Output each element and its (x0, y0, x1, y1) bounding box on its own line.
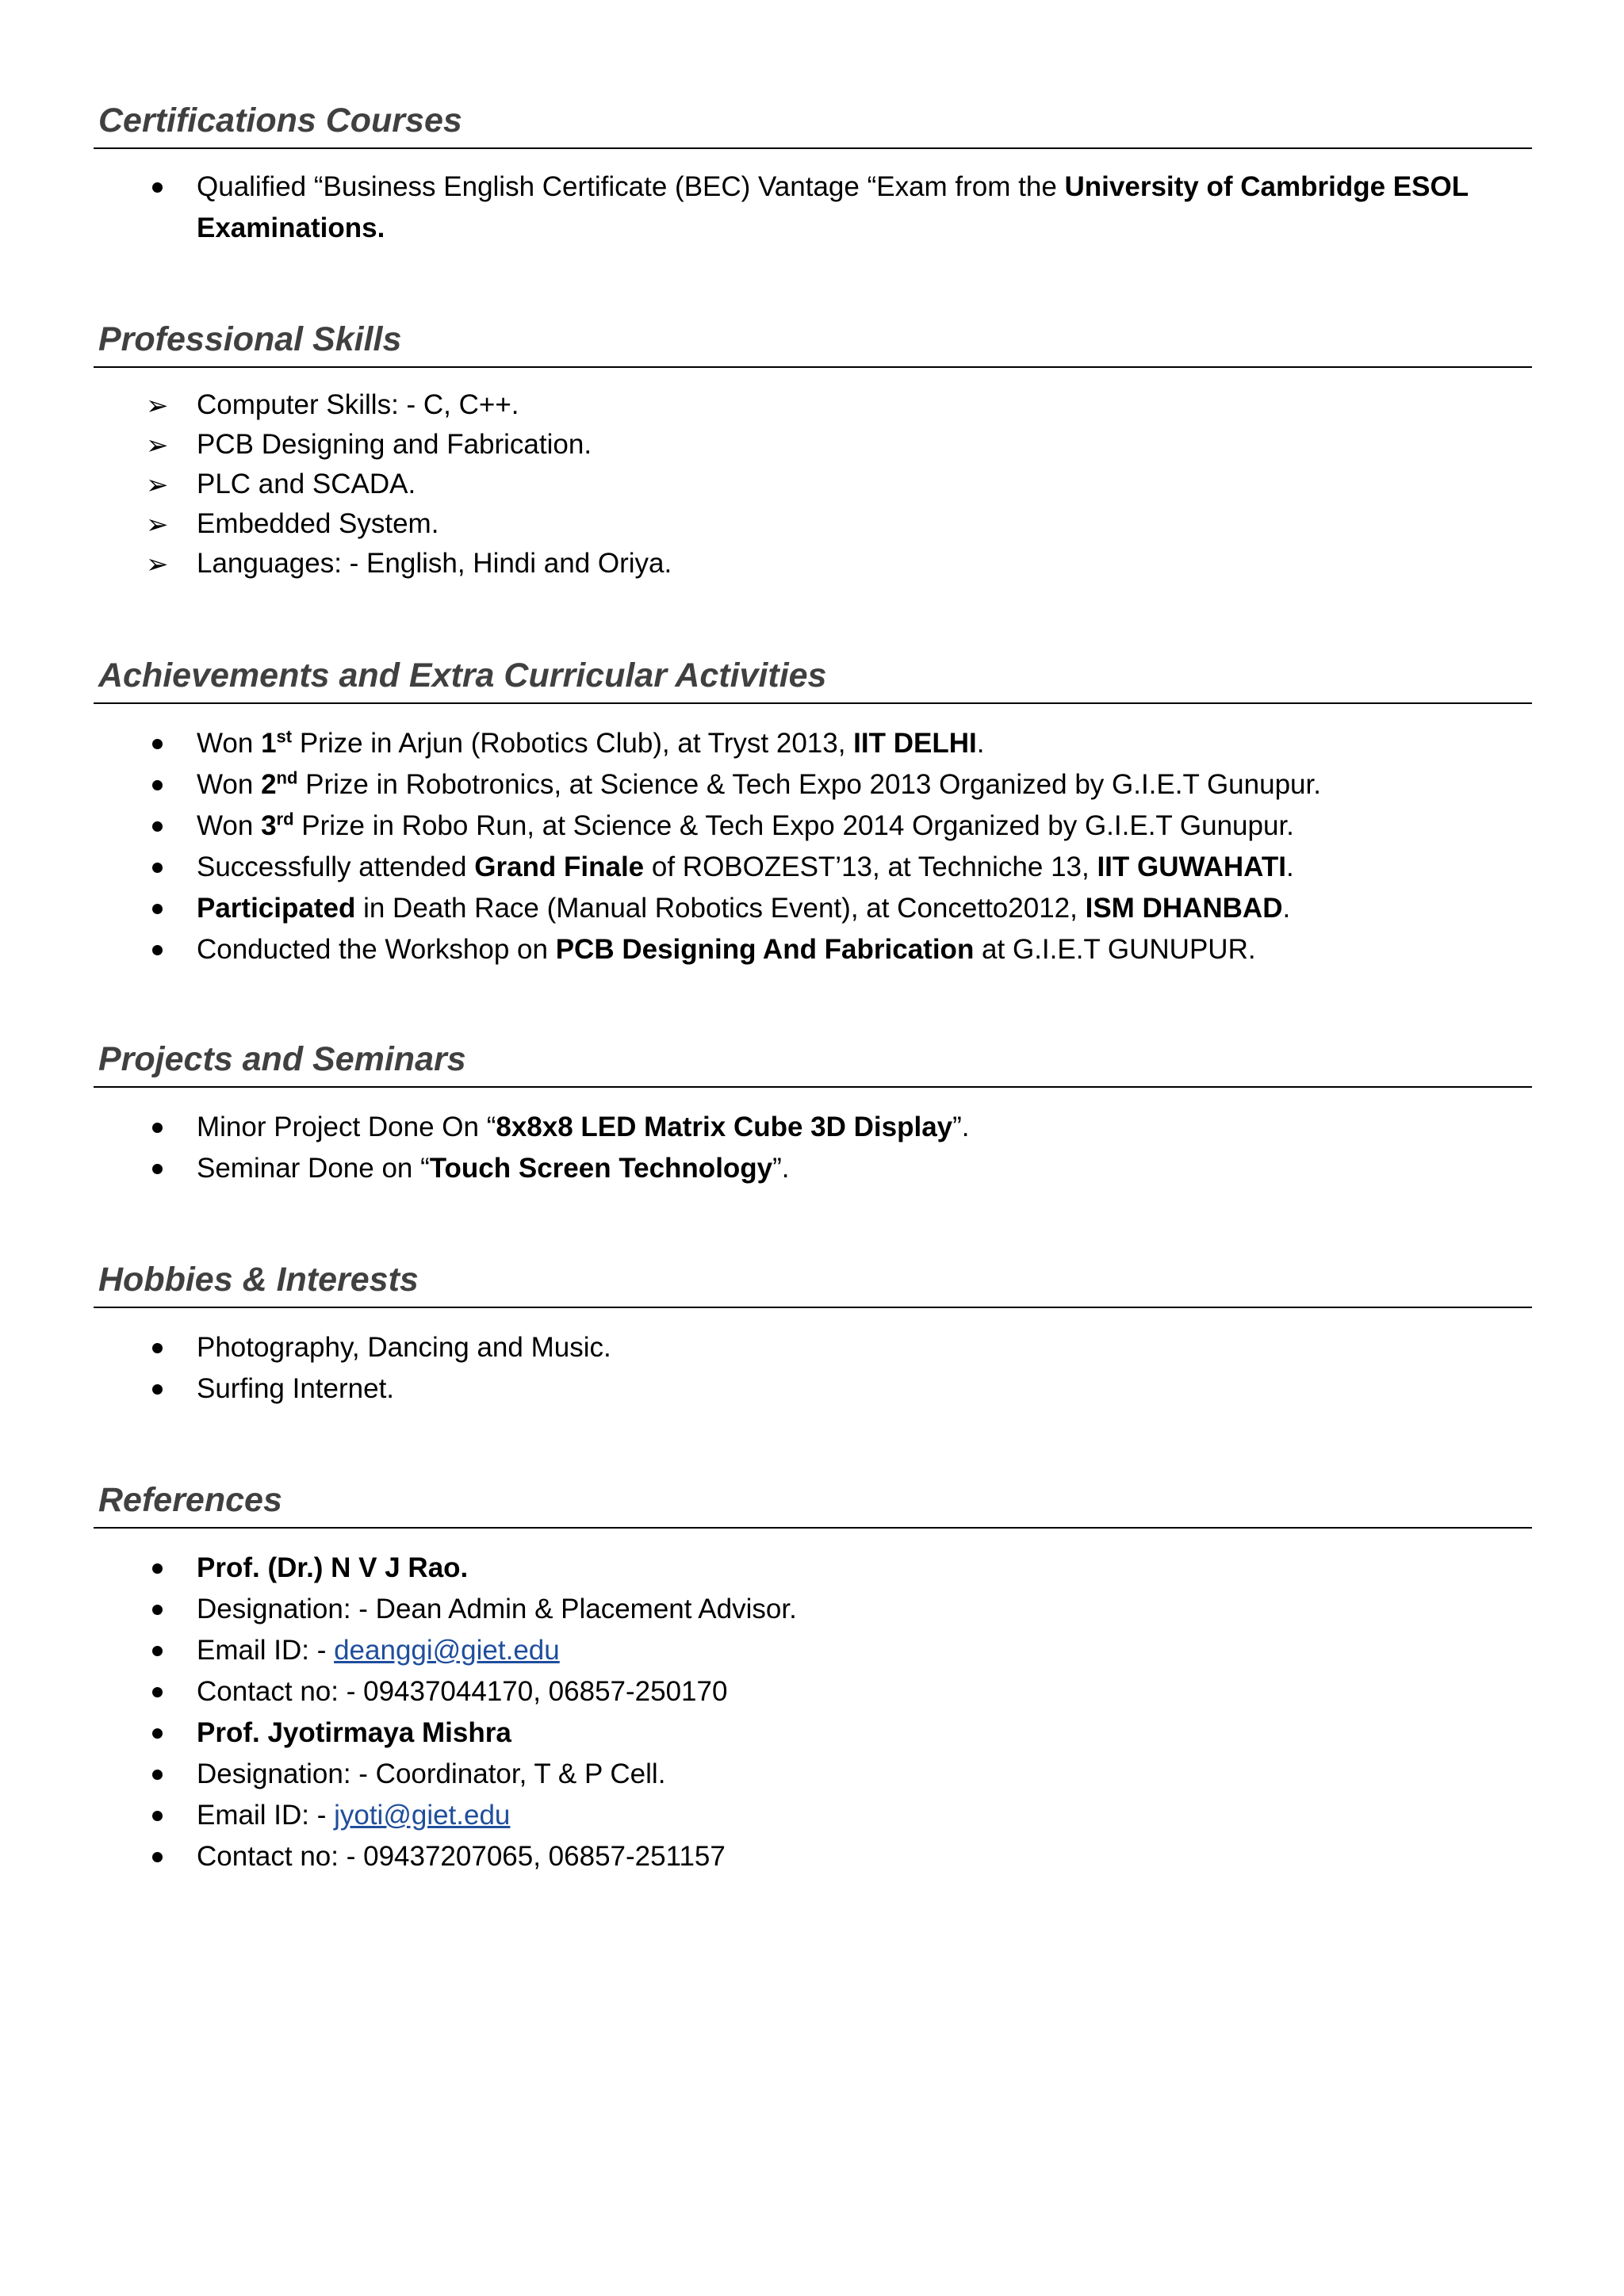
list-item: Won 1st Prize in Arjun (Robotics Club), at Tryst 2013, IIT DELHI. (94, 723, 1532, 764)
bullet-icon (152, 1343, 163, 1353)
section-divider (94, 1086, 1532, 1088)
arrow-bullet-icon: ➢ (146, 470, 169, 500)
section-heading: Achievements and Extra Curricular Activities (98, 656, 827, 695)
section-divider (94, 1527, 1532, 1529)
arrow-bullet-icon: ➢ (146, 510, 169, 540)
section-divider (94, 147, 1532, 149)
list-item: ➢ Languages: - English, Hindi and Oriya. (94, 544, 1532, 584)
list-item: Photography, Dancing and Music. (94, 1327, 1532, 1368)
list-item: Surfing Internet. (94, 1368, 1532, 1410)
bullet-icon (152, 1646, 163, 1656)
bullet-icon (152, 1384, 163, 1395)
section-heading: Professional Skills (98, 320, 402, 358)
hobbies-list (94, 1327, 1532, 1410)
section-divider (94, 1307, 1532, 1308)
certifications-list (94, 166, 1532, 249)
section-projects (94, 1037, 1532, 1189)
list-item: Email ID: - jyoti@giet.edu (94, 1795, 1532, 1836)
bullet-icon (152, 863, 163, 873)
bullet-icon (152, 182, 163, 193)
bullet-icon (152, 1164, 163, 1174)
bullet-icon (152, 945, 163, 955)
section-divider (94, 366, 1532, 368)
reference-name: Prof. (Dr.) N V J Rao. (94, 1548, 1532, 1589)
bullet-icon (152, 1811, 163, 1821)
arrow-bullet-icon: ➢ (146, 430, 169, 461)
bullet-icon (152, 1770, 163, 1780)
list-item: Contact no: - 09437044170, 06857-250170 (94, 1671, 1532, 1712)
list-item: Successfully attended Grand Finale of ROBOZEST’13, at Techniche 13, IIT GUWAHATI. (94, 847, 1532, 888)
list-item: Won 3rd Prize in Robo Run, at Science & Tech Expo 2014 Organized by G.I.E.T Gunupur. (94, 806, 1532, 847)
section-references (94, 1478, 1532, 1877)
bullet-icon (152, 1605, 163, 1615)
list-item: Email ID: - deanggi@giet.edu (94, 1630, 1532, 1671)
email-link[interactable]: jyoti@giet.edu (334, 1800, 511, 1831)
bullet-icon (152, 1123, 163, 1133)
list-item: ➢ Computer Skills: - C, C++. (94, 385, 1532, 425)
list-item: ➢ Embedded System. (94, 504, 1532, 544)
section-heading: Certifications Courses (98, 101, 462, 140)
list-item: ➢ PCB Designing and Fabrication. (94, 425, 1532, 465)
section-divider (94, 702, 1532, 704)
achievements-list (94, 723, 1532, 970)
list-item: Minor Project Done On “8x8x8 LED Matrix Cube 3D Display”. (94, 1107, 1532, 1148)
bullet-icon (152, 904, 163, 914)
email-link[interactable]: deanggi@giet.edu (334, 1635, 560, 1666)
bullet-icon (152, 780, 163, 790)
section-hobbies (94, 1257, 1532, 1410)
section-heading: Projects and Seminars (98, 1040, 466, 1078)
projects-list (94, 1107, 1532, 1189)
bullet-icon (152, 1563, 163, 1574)
list-item: Won 2nd Prize in Robotronics, at Science & Tech Expo 2013 Organized by G.I.E.T Gunupur. (94, 764, 1532, 806)
arrow-bullet-icon: ➢ (146, 391, 169, 421)
references-list (94, 1548, 1532, 1877)
section-certifications (94, 98, 1532, 249)
skills-list (94, 385, 1532, 584)
bullet-icon (152, 739, 163, 749)
list-item: ➢ PLC and SCADA. (94, 465, 1532, 504)
list-item: Qualified “Business English Certificate (BEC) Vantage “Exam from the University of Cambridge ESOL Examinations. (94, 166, 1532, 249)
bullet-icon (152, 821, 163, 832)
bullet-icon (152, 1728, 163, 1739)
section-achievements (94, 653, 1532, 970)
list-item: Seminar Done on “Touch Screen Technology”. (94, 1148, 1532, 1189)
list-item: Designation: - Coordinator, T & P Cell. (94, 1754, 1532, 1795)
arrow-bullet-icon: ➢ (146, 549, 169, 580)
reference-name: Prof. Jyotirmaya Mishra (94, 1712, 1532, 1754)
section-heading: Hobbies & Interests (98, 1261, 419, 1299)
list-item: Participated in Death Race (Manual Robotics Event), at Concetto2012, ISM DHANBAD. (94, 888, 1532, 929)
list-item: Conducted the Workshop on PCB Designing And Fabrication at G.I.E.T GUNUPUR. (94, 929, 1532, 970)
section-skills (94, 317, 1532, 584)
bullet-icon (152, 1852, 163, 1862)
list-item: Designation: - Dean Admin & Placement Advisor. (94, 1589, 1532, 1630)
section-heading: References (98, 1481, 282, 1519)
list-item: Contact no: - 09437207065, 06857-251157 (94, 1836, 1532, 1877)
bullet-icon (152, 1687, 163, 1697)
